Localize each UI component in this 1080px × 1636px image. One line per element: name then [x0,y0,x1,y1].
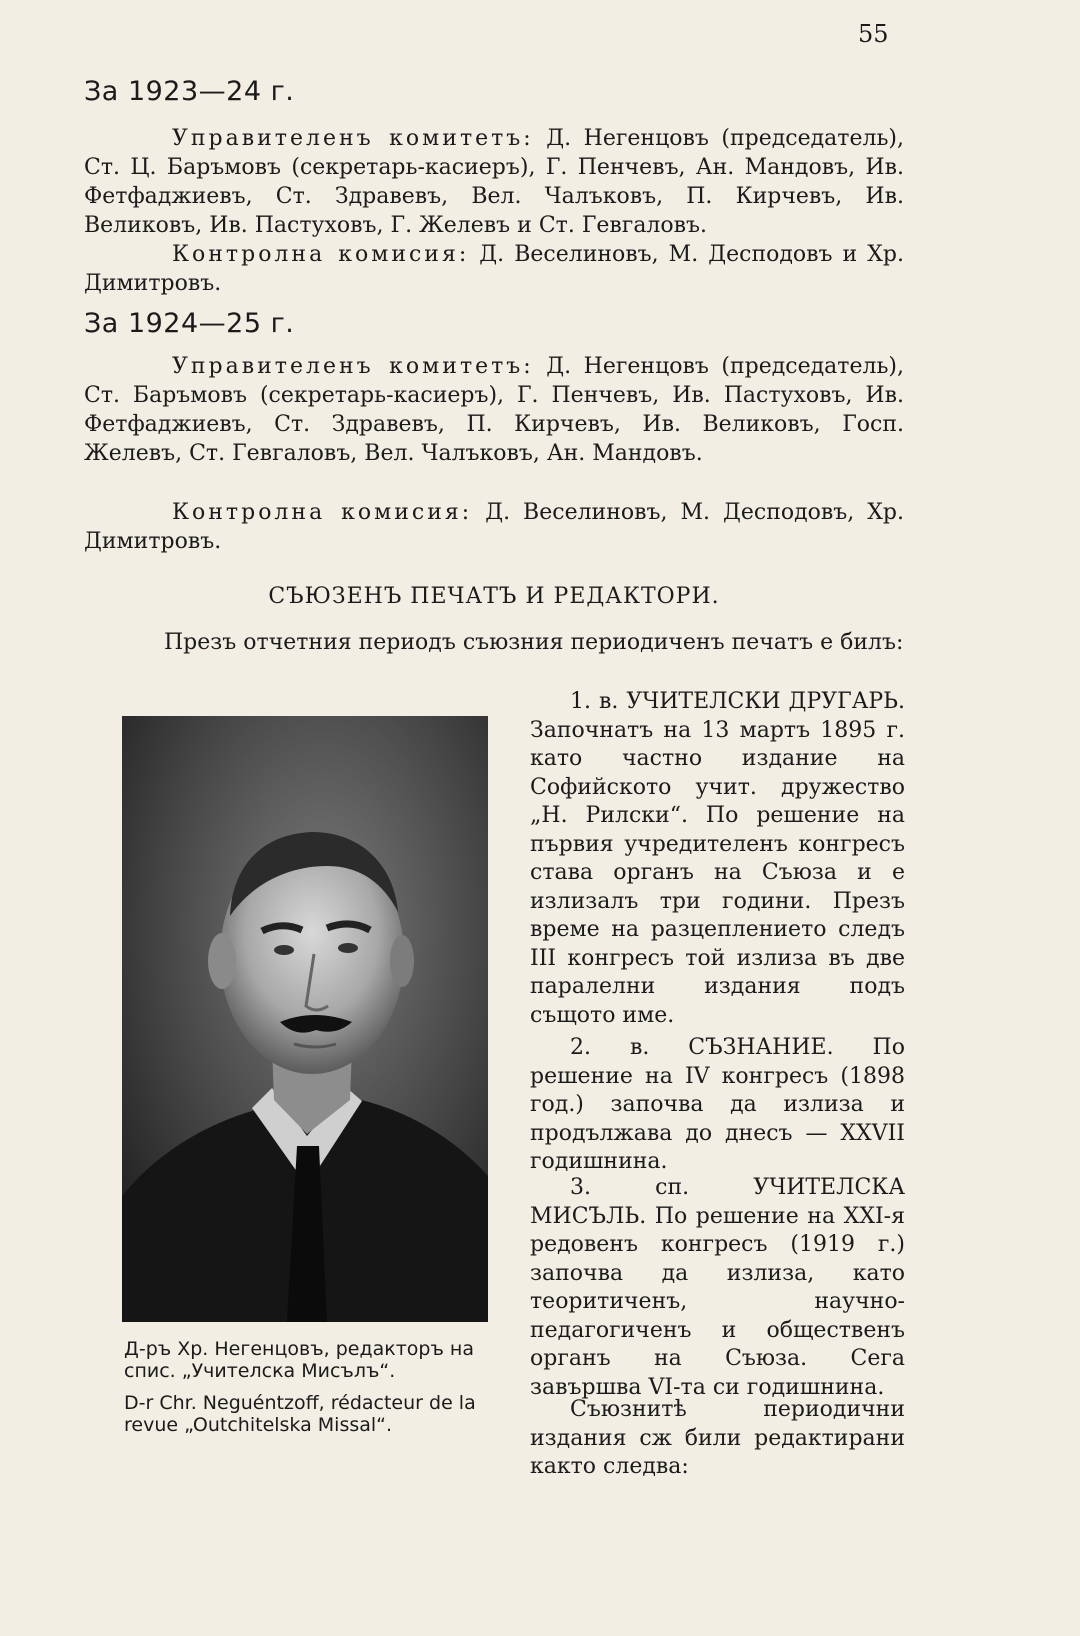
photo-caption-bulgarian: Д-ръ Хр. Негенцовъ, редакторъ на спис. „Учителска Мисълъ“. [124,1338,474,1382]
control-1923-members: Д. Веселиновъ, М. Десподовъ и Хр. Димитровъ. [84,242,904,296]
press-item-2-text [530,1034,905,1177]
control-1924-members: Д. Веселиновъ, М. Десподовъ, Хр. Димитровъ. [84,500,904,554]
control-1923-label: Контролна комисия: [172,242,470,267]
press-item-1-text [530,688,905,1030]
press-item-2-body: 2. в. СЪЗНАНИЕ. По решение на IV конгресъ (1898 год.) започва да излиза и продължава до днесъ — XXVII годишнина. [530,1035,905,1174]
year-heading-1923: За 1923—24 г. [84,76,295,107]
board-1923-paragraph [84,124,904,240]
press-item-1-body: 1. в. УЧИТЕЛСКИ ДРУГАРЬ. Започнатъ на 13 мартъ 1895 г. като частно издание на Софийското учит. дружество „Н. Рилски“. По решение на първия учредителенъ конгресъ става органъ на Съюза и е излизалъ три години. Презъ време на разцеплението следъ III конгресъ той излиза въ две паралелни издания подъ същото име. [530,689,905,1028]
press-intro: Презъ отчетния периодъ съюзния периодиченъ печатъ е билъ: [164,630,904,655]
press-outro-body: Съюзнитѣ периодични издания сж били редактирани както следва: [530,1397,905,1479]
year-heading-1924: За 1924—25 г. [84,308,295,339]
board-1924-members: Д. Негенцовъ (председатель), Ст. Баръмовъ (секретарь-касиеръ), Г. Пенчевъ, Ив. Пастуховъ, Ив. Фетфаджиевъ, Ст. Здравевъ, П. Кирчевъ, Ив. Великовъ, Госп. Желевъ, Ст. Гевгаловъ, Вел. Чалъковъ, Ан. Мандовъ. [84,354,904,466]
press-item-3-text [530,1174,905,1402]
press-item-2 [530,1034,905,1177]
press-item-3-body: 3. сп. УЧИТЕЛСКА МИСЪЛЬ. По решение на XXI-я редовенъ конгресъ (1919 г.) започва да излиза, като теоритиченъ, научно-педагогиченъ и общественъ органъ на Съюза. Сега завършва VI-та си годишнина. [530,1175,905,1400]
press-outro-text [530,1396,905,1482]
control-1924-paragraph [84,498,904,556]
press-item-3 [530,1174,905,1402]
press-item-1 [530,688,905,1030]
control-1923-paragraph [84,240,904,298]
press-outro [530,1396,905,1482]
board-1924-label: Управителенъ комитетъ: [172,354,534,379]
portrait-photo [122,716,488,1322]
photo-caption-french: D-r Chr. Neguéntzoff, rédacteur de la revue „Outchitelska Missal“. [124,1392,476,1436]
board-1923-members: Д. Негенцовъ (председатель), Ст. Ц. Баръмовъ (секретарь-касиеръ), Г. Пенчевъ, Ан. Мандовъ, Ив. Фетфаджиевъ, Ст. Здравевъ, Вел. Чалъковъ, П. Кирчевъ, Ив. Великовъ, Ив. Пастуховъ, Г. Желевъ и Ст. Гевгаловъ. [84,126,904,238]
page-number: 55 [858,20,889,48]
board-1924-paragraph [84,352,904,468]
board-1923-label: Управителенъ комитетъ: [172,126,534,151]
press-section-heading: СЪЮЗЕНЪ ПЕЧАТЪ И РЕДАКТОРИ. [268,584,720,609]
control-1924-label: Контролна комисия: [172,500,473,525]
